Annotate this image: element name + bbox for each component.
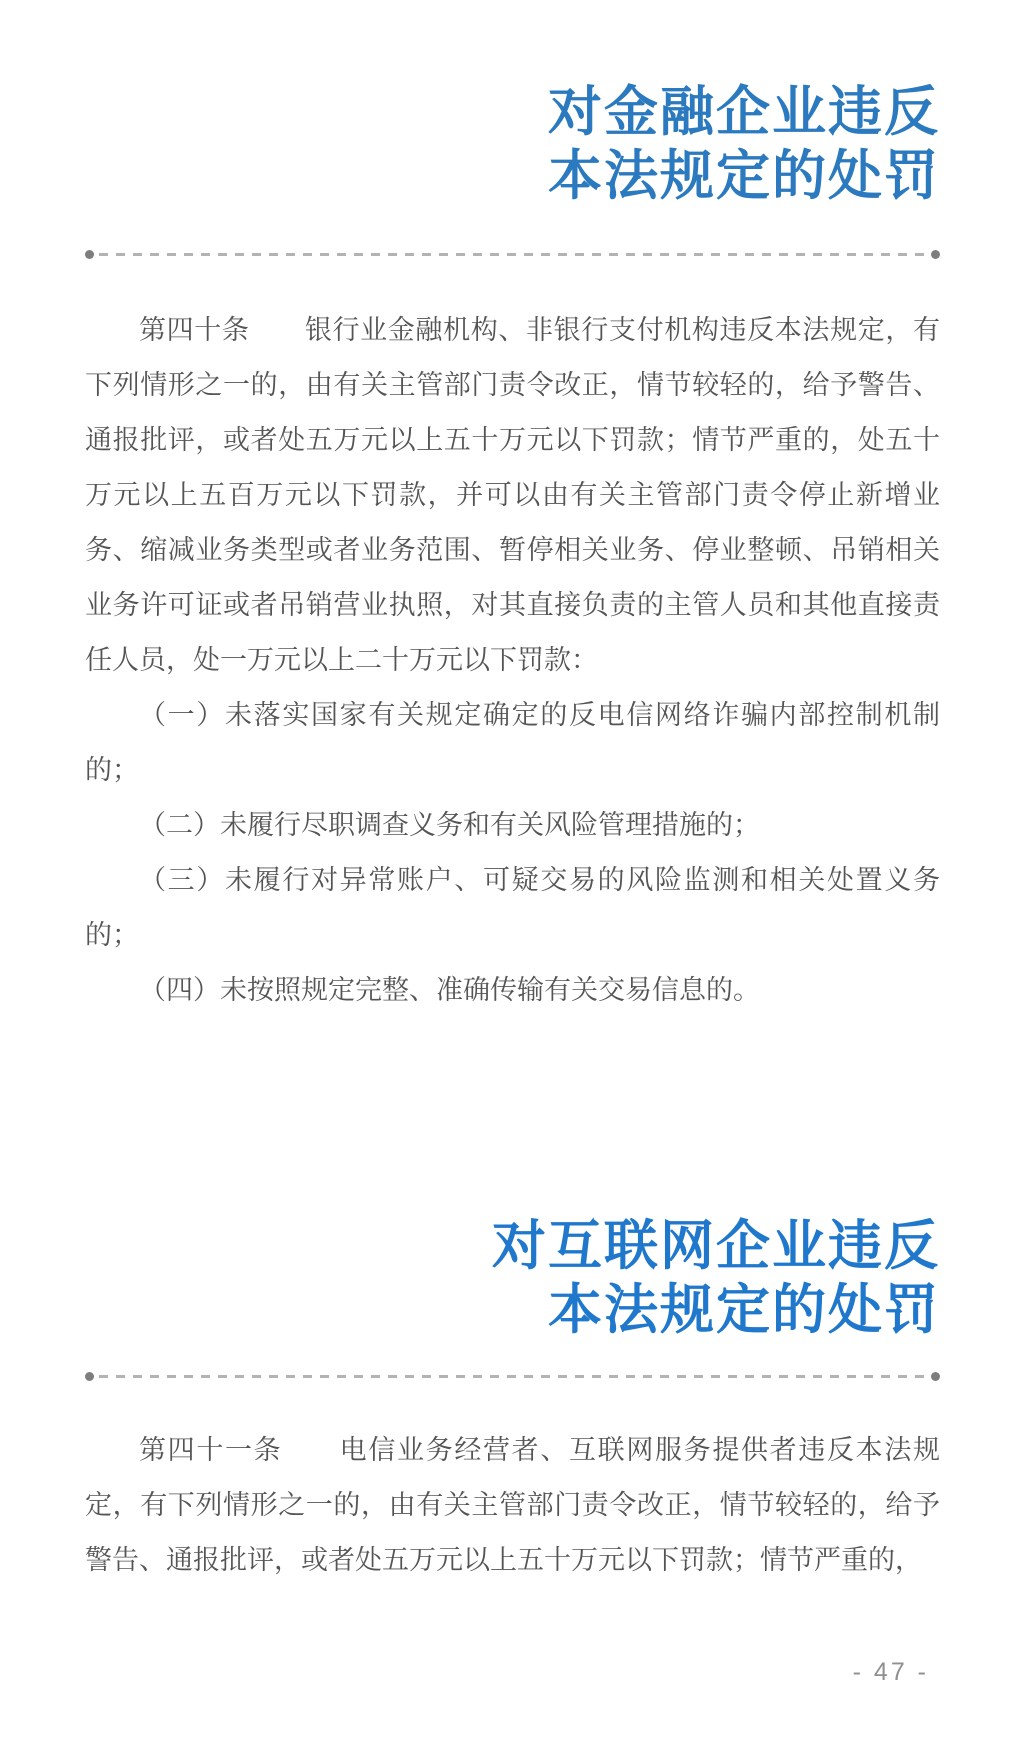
section-title [85, 80, 940, 208]
section-financial-enterprises [85, 80, 940, 1018]
section-title-line: 对金融企业违反 [548, 82, 940, 142]
section-title-line: 对互联网企业违反 [492, 1216, 940, 1276]
dashed-divider [85, 250, 940, 259]
article-paragraph: 第四十一条 电信业务经营者、互联网服务提供者违反本法规定，有下列情形之一的，由有关主管部门责令改正，情节较轻的，给予警告、通报批评，或者处五万元以上五十万元以下罚款；情节严重的， [85, 1435, 940, 1575]
article-40-body [85, 303, 940, 1018]
article-paragraph: 第四十条 银行业金融机构、非银行支付机构违反本法规定，有下列情形之一的，由有关主管部门责令改正，情节较轻的，给予警告、通报批评，或者处五万元以上五十万元以下罚款；情节严重的，处五十万元以上五百万元以下罚款，并可以由有关主管部门责令停止新增业务、缩减业务类型或者业务范围、暂停相关业务、停业整顿、吊销相关业务许可证或者吊销营业执照，对其直接负责的主管人员和其他直接责任人员，处一万元以上二十万元以下罚款： [85, 315, 940, 675]
divider-dot-right [931, 1372, 940, 1381]
section-title-line: 本法规定的处罚 [548, 1280, 940, 1340]
divider-dashes [99, 1375, 926, 1378]
list-item-4: （四）未按照规定完整、准确传输有关交易信息的。 [139, 975, 760, 1005]
list-item-3: （三）未履行对异常账户、可疑交易的风险监测和相关处置义务的； [85, 865, 940, 950]
divider-dashes [99, 253, 926, 256]
text-column [85, 0, 940, 1588]
section-title-line: 本法规定的处罚 [548, 146, 940, 206]
article-41-body [85, 1423, 940, 1588]
list-item-2: （二）未履行尽职调查义务和有关风险管理措施的； [139, 810, 760, 840]
section-title [85, 1214, 940, 1342]
divider-dot-right [931, 250, 940, 259]
section-internet-enterprises [85, 1214, 940, 1588]
divider-dot-left [85, 250, 94, 259]
list-item-1: （一）未落实国家有关规定确定的反电信网络诈骗内部控制机制的； [85, 700, 940, 785]
dashed-divider [85, 1372, 940, 1381]
divider-dot-left [85, 1372, 94, 1381]
page-number: - 47 - [852, 1658, 929, 1686]
